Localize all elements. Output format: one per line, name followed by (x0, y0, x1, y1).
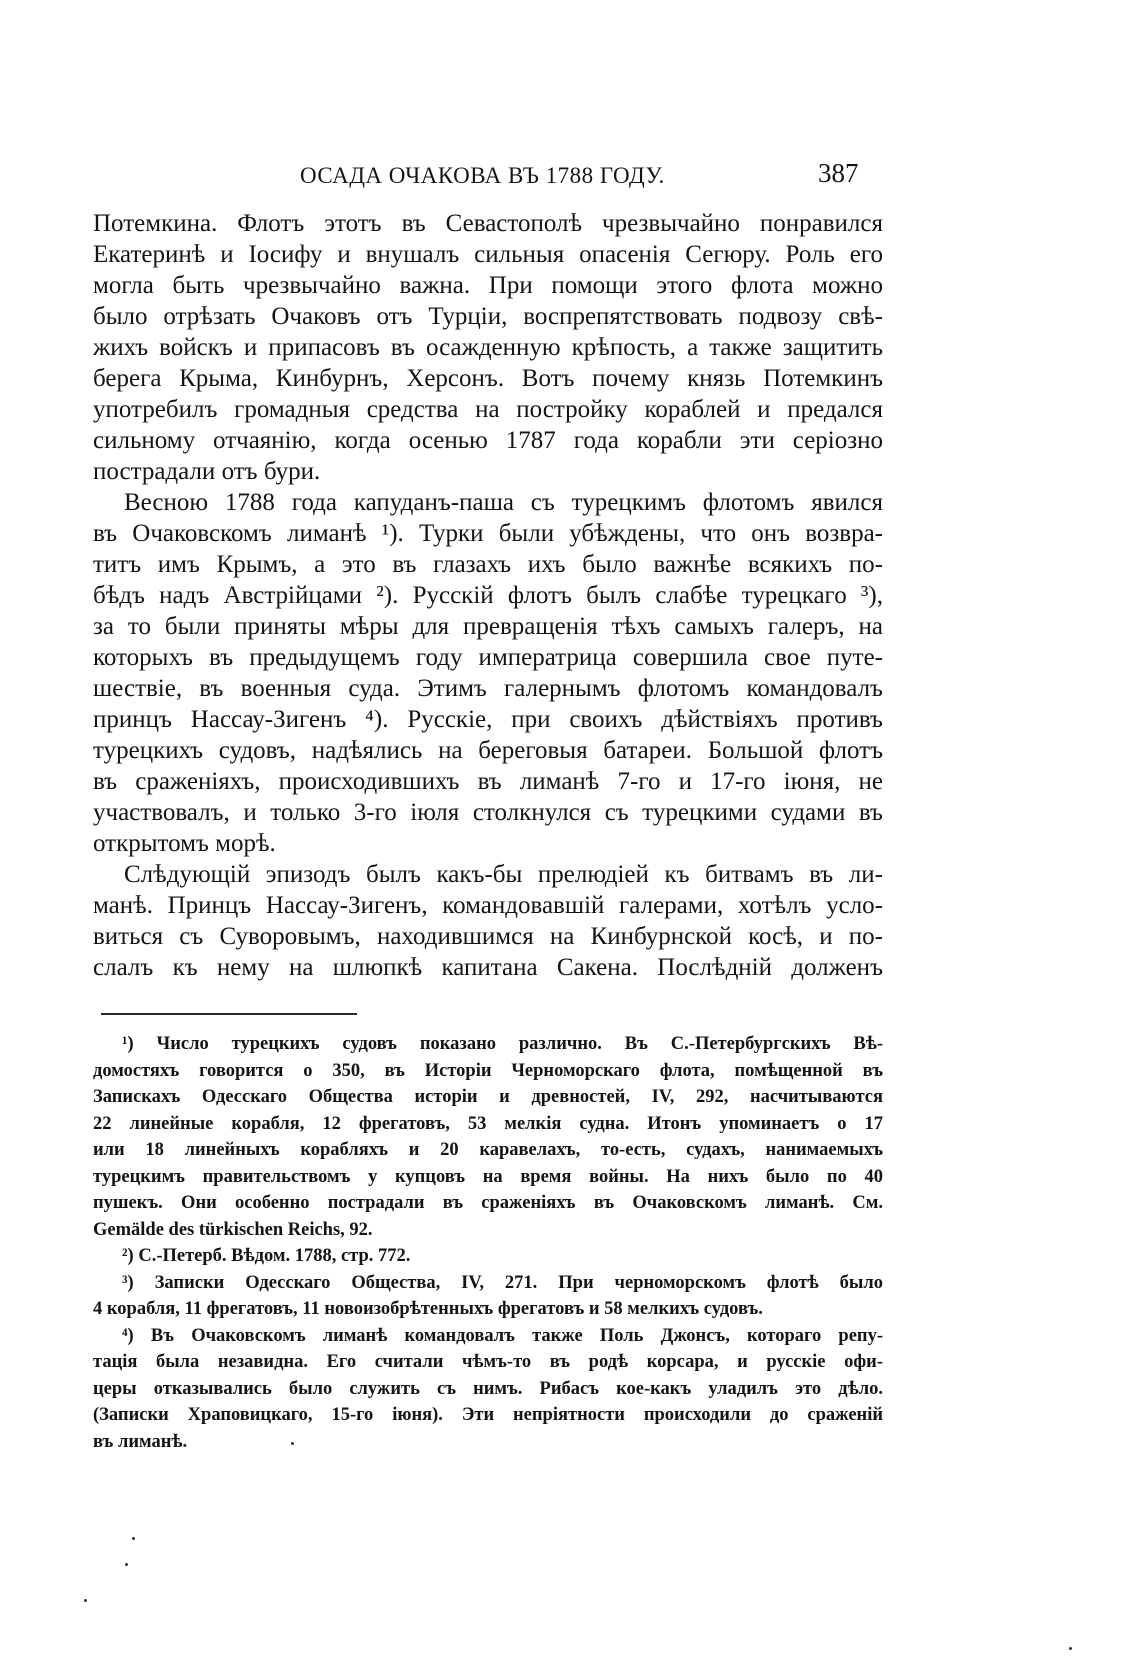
text-line: Потемкина. Флотъ этотъ въ Севастополѣ чрезвычайно понравился (93, 210, 883, 237)
footnote-line: 22 линейные корабля, 12 фрегатовъ, 53 мелкія судна. Итонъ упоминаетъ о 17 (93, 1113, 883, 1134)
footnote-line: ¹) Число турецкихъ судовъ показано различно. Въ С.-Петербургскихъ Вѣ- (122, 1034, 883, 1054)
footnote-4 (93, 1323, 883, 1456)
text-line: Екатеринѣ и Іосифу и внушалъ сильныя опасенія Сегюру. Роль его (93, 241, 883, 268)
text-line: употребилъ громадныя средства на постройку кораблей и предался (93, 396, 883, 423)
text-line: участвовалъ, и только 3-го іюля столкнулся съ турецкими судами въ (93, 799, 883, 826)
text-line: манѣ. Принцъ Нассау-Зигенъ, командовавшій галерами, хотѣлъ усло- (93, 892, 883, 919)
text-line: титъ имъ Крымъ, а это въ глазахъ ихъ было важнѣе всякихъ по- (93, 551, 883, 578)
footnote-2 (93, 1243, 883, 1270)
footnotes (93, 1031, 883, 1455)
text-line: принцъ Нассау-Зигенъ ⁴). Русскіе, при своихъ дѣйствіяхъ противъ (93, 706, 883, 733)
footnote-line: домостяхъ говорится о 350, въ Исторіи Черноморскаго флота, помѣщенной въ (93, 1060, 883, 1081)
footnote-line: ⁴) Въ Очаковскомъ лиманѣ командовалъ также Поль Джонсъ, котораго репу- (122, 1325, 883, 1346)
text-line: виться съ Суворовымъ, находившимся на Кинбурнской косѣ, и по- (93, 923, 883, 950)
footnote-line: ³) Записки Одесскаго Общества, IV, 271. При черноморскомъ флотѣ было (122, 1272, 883, 1293)
paragraph-1 (93, 208, 883, 487)
footnote-line: тація была незавидна. Его считали чѣмъ-то въ родѣ корсара, и русскіе офи- (93, 1352, 883, 1372)
text-line: турецкихъ судовъ, надѣялись на береговыя батареи. Большой флотъ (93, 737, 883, 764)
text-line: было отрѣзать Очаковъ отъ Турціи, воспрепятствовать подвозу свѣ- (93, 303, 883, 330)
footnote-1 (93, 1031, 883, 1243)
main-text (93, 208, 883, 983)
scan-speck (291, 1442, 294, 1445)
footnote-line: Запискахъ Одесскаго Общества исторіи и древностей, IV, 292, насчитываются (93, 1087, 883, 1107)
scan-speck (132, 1537, 135, 1540)
text-line: пострадали отъ бури. (93, 458, 321, 485)
text-line: открытомъ морѣ. (93, 830, 276, 857)
footnote-line: (Записки Храповицкаго, 15-го іюня). Эти непріятности происходили до сраженій (93, 1405, 883, 1425)
text-line: въ Очаковскомъ лиманѣ ¹). Турки были убѣждены, что онъ возвра- (93, 520, 883, 547)
text-line: могла быть чрезвычайно важна. При помощи этого флота можно (93, 272, 883, 299)
text-line: Весною 1788 года капуданъ-паша съ турецкимъ флотомъ явился (124, 489, 883, 516)
scan-speck (1069, 1647, 1072, 1650)
text-line: въ сраженіяхъ, происходившихъ въ лиманѣ 7-го и 17-го іюня, не (93, 768, 883, 795)
text-line: бѣдъ надъ Австрійцами ²). Русскій флотъ былъ слабѣе турецкаго ³), (93, 582, 883, 609)
footnote-line: Gemälde des türkischen Reichs, 92. (93, 1219, 373, 1240)
footnote-line: ²) С.-Петерб. Вѣдом. 1788, стр. 772. (122, 1246, 411, 1266)
footnote-line: 4 корабля, 11 фрегатовъ, 11 новоизобрѣтенныхъ фрегатовъ и 58 мелкихъ судовъ. (93, 1299, 763, 1319)
page-number: 387 (818, 158, 859, 188)
text-line: шествіе, въ военныя суда. Этимъ галернымъ флотомъ командовалъ (93, 675, 883, 702)
text-line: берега Крыма, Кинбурнъ, Херсонъ. Вотъ почему князь Потемкинъ (93, 365, 883, 392)
text-line: жихъ войскъ и припасовъ въ осажденную крѣпость, а также защитить (93, 334, 883, 361)
text-line: сильному отчаянію, когда осенью 1787 года корабли эти серіозно (93, 427, 883, 454)
footnote-line: церы отказывались было служить съ нимъ. Рибасъ кое-какъ уладилъ это дѣло. (93, 1378, 883, 1399)
text-line: которыхъ въ предыдущемъ году императрица совершила свое путе- (93, 644, 883, 671)
footnote-line: или 18 линейныхъ корабляхъ и 20 каравелахъ, то-есть, судахъ, нанимаемыхъ (93, 1140, 883, 1160)
footnote-line: турецкимъ правительствомъ у купцовъ на время войны. На нихъ было по 40 (93, 1166, 883, 1187)
paragraph-2 (93, 487, 883, 859)
text-line: слалъ къ нему на шлюпкѣ капитана Сакена. Послѣдній долженъ (93, 954, 883, 981)
footnote-line: въ лиманѣ. (93, 1431, 188, 1452)
text-line: за то были приняты мѣры для превращенія тѣхъ самыхъ галеръ, на (93, 613, 883, 640)
running-title: ОСАДА ОЧАКОВА ВЪ 1788 ГОДУ. (300, 163, 665, 188)
text-line: Слѣдующій эпизодъ былъ какъ-бы прелюдіей къ битвамъ въ ли- (124, 861, 883, 888)
paragraph-3 (93, 859, 883, 983)
footnote-separator (101, 1013, 357, 1016)
footnote-3 (93, 1270, 883, 1323)
scan-speck (125, 1563, 128, 1566)
scan-speck (84, 1599, 87, 1602)
footnote-line: пушекъ. Они особенно пострадали въ сраженіяхъ въ Очаковскомъ лиманѣ. См. (93, 1193, 883, 1213)
